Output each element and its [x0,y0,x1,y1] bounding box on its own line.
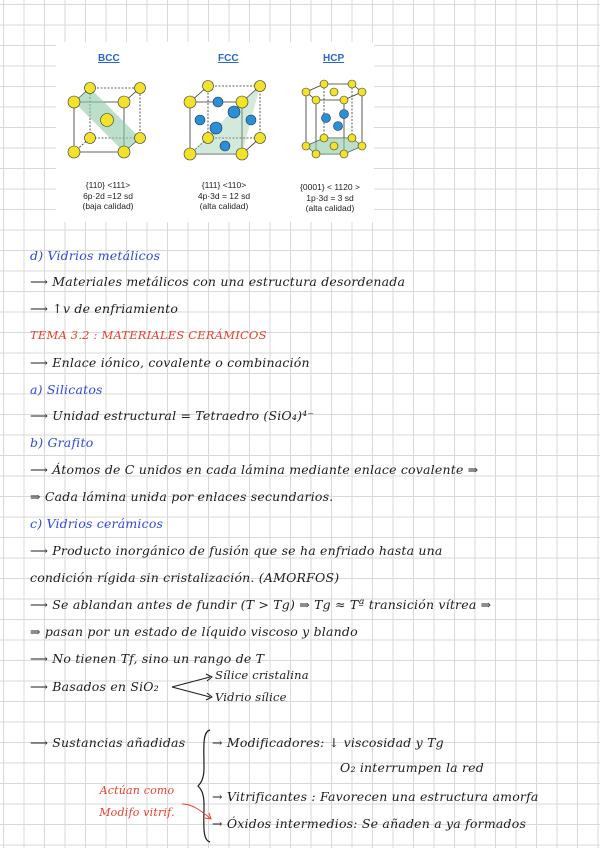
hcp-caption [280,182,380,214]
topic-heading: TEMA 3.2 : MATERIALES CERÁMICOS [30,328,267,342]
bcc-quality: (baja calidad) [82,201,134,211]
hcp-slip-system: {0001} < 1120 > [300,182,360,192]
note-line: ⟶ Sustancias añadidas [30,735,186,750]
hcp-slip-count: 1p·3d = 3 sd [306,192,354,203]
note-line: ⇒ pasan por un estado de líquido viscoso y blando [30,624,358,639]
sio2-option: Sílice cristalina [215,668,309,682]
note-line: ⟶ Enlace iónico, covalente o combinación [30,355,310,370]
crystal-structures-figure [56,42,374,222]
note-line: ⟶ Basados en SiO₂ [30,679,159,694]
note-line: ⟶ Producto inorgánico de fusión que se ha enfriado hasta una [30,543,443,558]
note-line: ⟶ Se ablandan antes de fundir (T > Tg) ⇒ Tg ≈ Tª transición vítrea ⇒ [30,597,492,612]
section-c-heading: c) Vidrios cerámicos [30,516,164,531]
note-line: → Vitrificantes : Favorecen una estructura amorfa [212,789,539,804]
bcc-label: BCC [98,53,120,64]
fcc-unit-cell [178,72,273,172]
note-line: O₂ interrumpen la red [340,760,484,775]
split-arrow-icon [170,672,216,702]
fcc-slip-system: {111} <110> [201,180,247,190]
bcc-unit-cell [62,74,152,169]
note-line: → Modificadores: ↓ viscosidad y Tg [212,735,444,750]
bcc-slip-count: 6p·2d =12 sd [83,190,133,201]
note-line: ⟶ Átomos de C unidos en cada lámina mediante enlace covalente ⇒ [30,462,479,477]
fcc-label: FCC [218,53,239,64]
fcc-quality: (alta calidad) [199,201,249,211]
hcp-quality: (alta calidad) [305,203,355,213]
section-a-heading: a) Silicatos [30,382,103,397]
note-line: ⟶ ↑v de enfriamiento [30,301,179,316]
red-arrow-icon [180,798,214,824]
hcp-unit-cell [294,74,374,169]
note-line: condición rígida sin cristalización. (AMORFOS) [30,570,340,585]
note-line: ⟶ Materiales metálicos con una estructura desordenada [30,274,406,289]
note-line: ⇒ Cada lámina unida por enlaces secundarios. [30,489,334,504]
section-d-heading: d) Vidrios metálicos [30,248,161,263]
sio2-option: Vidrio sílice [215,690,287,704]
hcp-label: HCP [323,53,345,64]
bcc-slip-system: {110} <111> [85,180,131,190]
fcc-slip-count: 4p·3d = 12 sd [197,190,251,201]
section-b-heading: b) Grafito [30,435,94,450]
bcc-caption [58,180,158,212]
note-line: → Óxidos intermedios: Se añaden a ya formados [212,816,527,831]
side-note: Actúan como Modifo vitrif. [99,784,175,819]
note-line: ⟶ No tienen Tf, sino un rango de T [30,651,265,666]
fcc-caption [174,180,274,212]
note-line: ⟶ Unidad estructural = Tetraedro (SiO₄)⁴⁻ [30,408,315,423]
